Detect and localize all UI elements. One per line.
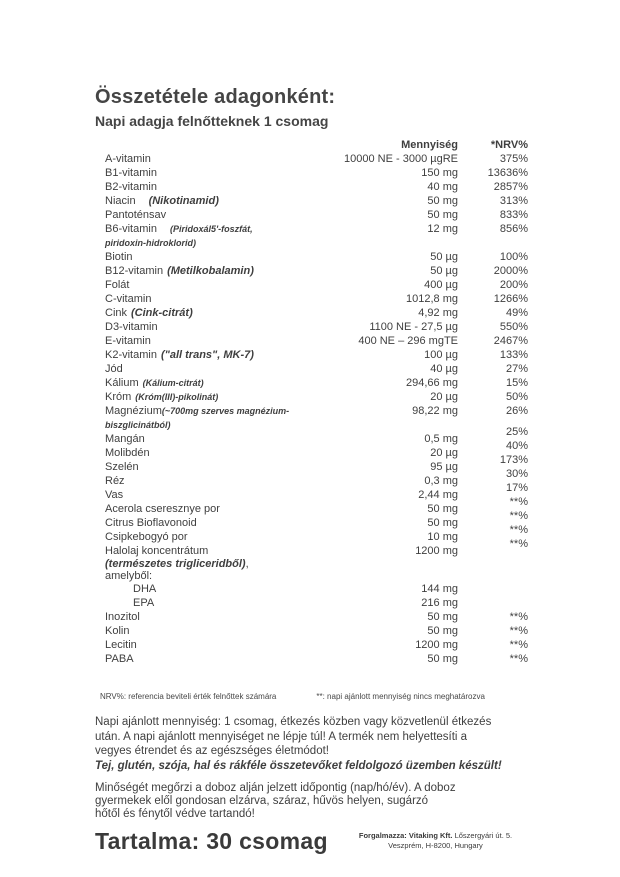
ingredient-name-line xyxy=(105,530,293,544)
ingredient-amount: 50 mg xyxy=(427,625,458,637)
ingredient-amount: 50 µg xyxy=(430,251,458,263)
ingredient-name: Pantoténsav xyxy=(105,209,167,221)
ingredient-nrv-cell xyxy=(458,166,528,180)
ingredient-nrv: 173% xyxy=(499,454,528,466)
ingredient-amount: 294,66 mg xyxy=(406,377,458,389)
ingredient-nrv: 313% xyxy=(499,195,528,207)
ingredient-nrv: 1266% xyxy=(493,293,528,305)
ingredient-name: E-vitamin xyxy=(105,335,151,347)
table-row xyxy=(95,624,528,638)
paragraph-line: hőtől és fénytől védve tartandó! xyxy=(95,808,255,820)
ingredient-note: (Kálium-citrát) xyxy=(142,378,204,388)
ingredient-name-line xyxy=(105,474,293,488)
ingredient-name-line xyxy=(105,432,293,446)
ingredient-name-line xyxy=(105,250,293,264)
footnote-asterisk: **: napi ajánlott mennyiség nincs meghatározva xyxy=(316,692,485,701)
ingredient-nrv: 550% xyxy=(499,321,528,333)
ingredient-name-cell xyxy=(95,292,293,306)
storage-paragraph xyxy=(95,782,528,821)
ingredient-note: ("all trans", MK-7) xyxy=(160,349,254,361)
ingredient-name-line xyxy=(105,166,293,180)
ingredient-name-line xyxy=(105,638,293,652)
table-row xyxy=(95,510,528,530)
ingredient-nrv-cell xyxy=(458,264,528,278)
ingredient-name: A-vitamin xyxy=(105,153,151,165)
ingredient-amount: 50 µg xyxy=(430,265,458,277)
ingredient-name-line xyxy=(105,376,293,390)
ingredient-nrv: 30% xyxy=(505,468,528,480)
ingredient-name-cell xyxy=(95,180,293,194)
ingredient-nrv-cell xyxy=(458,250,528,264)
ingredient-name-cell xyxy=(95,502,293,516)
table-row xyxy=(95,610,528,624)
ingredient-nrv: 375% xyxy=(499,153,528,165)
distributor-name: Forgalmazza: Vitaking Kft. xyxy=(358,831,453,840)
table-row xyxy=(95,250,528,264)
ingredient-name: Mangán xyxy=(105,433,145,445)
column-header-nrv: *NRV% xyxy=(490,139,528,151)
ingredient-name: C-vitamin xyxy=(105,293,152,305)
ingredient-name-cell xyxy=(95,250,293,264)
table-row xyxy=(95,180,528,194)
ingredient-amount: 50 mg xyxy=(427,209,458,221)
paragraph-line: vegyes étrendet és az egészséges életmódot! xyxy=(95,745,329,757)
ingredient-nrv: **% xyxy=(509,611,528,623)
ingredient-name: Niacin xyxy=(105,195,136,207)
table-row xyxy=(95,596,528,610)
ingredient-name-line xyxy=(133,596,293,610)
ingredient-amount: 50 mg xyxy=(427,503,458,515)
ingredient-nrv: **% xyxy=(509,625,528,637)
ingredient-name-line xyxy=(105,334,293,348)
ingredient-nrv: 25% xyxy=(505,426,528,438)
paragraph-line: Napi ajánlott mennyiség: 1 csomag, étkezés közben vagy közvetlenül étkezés xyxy=(95,716,492,728)
table-header-row xyxy=(95,138,528,152)
ingredient-name-cell xyxy=(95,474,293,488)
ingredient-note: (Króm(III)-pikolinát) xyxy=(135,392,219,402)
ingredient-name-line xyxy=(105,348,293,362)
paragraph-line: után. A napi ajánlott mennyiséget ne lépje túl! A termék nem helyettesíti a xyxy=(95,730,468,743)
footnote-nrv: NRV%: referencia beviteli érték felnőttek számára xyxy=(100,692,277,701)
ingredient-name-cell xyxy=(95,530,293,544)
ingredient-amount: 40 mg xyxy=(427,181,458,193)
ingredient-amount: 98,22 mg xyxy=(412,405,458,417)
ingredient-amount: 95 µg xyxy=(430,461,458,473)
ingredient-amount: 150 mg xyxy=(421,167,458,179)
ingredient-nrv: **% xyxy=(509,639,528,651)
ingredient-name-line xyxy=(105,516,293,530)
ingredient-nrv: 133% xyxy=(499,349,528,361)
ingredient-nrv-cell xyxy=(458,652,528,666)
ingredient-amount: 10000 NE - 3000 µgRE xyxy=(344,153,458,165)
ingredient-nrv: 40% xyxy=(505,440,528,452)
ingredient-nrv: 49% xyxy=(505,307,528,319)
ingredient-name-cell xyxy=(95,320,293,334)
ingredient-amount: 1012,8 mg xyxy=(406,293,458,305)
ingredient-amount: 4,92 mg xyxy=(418,307,458,319)
ingredient-name: B12-vitamin xyxy=(105,265,164,277)
ingredient-name-cell xyxy=(95,404,293,432)
table-row xyxy=(95,496,528,516)
ingredient-amount: 20 µg xyxy=(430,391,458,403)
ingredient-nrv: 2467% xyxy=(493,335,528,347)
table-row xyxy=(95,334,528,348)
ingredient-note: (Nikotinamid) xyxy=(148,195,219,207)
table-row xyxy=(95,222,528,250)
ingredient-nrv: **% xyxy=(509,524,528,536)
ingredient-nrv-cell xyxy=(458,404,528,418)
ingredient-amount: 12 mg xyxy=(427,223,458,235)
ingredient-name: Kolin xyxy=(105,625,130,637)
table-row xyxy=(95,306,528,320)
table-row xyxy=(95,264,528,278)
ingredient-name-line xyxy=(105,306,293,320)
ingredient-amount: 20 µg xyxy=(430,447,458,459)
ingredient-nrv-cell xyxy=(458,362,528,376)
table-row xyxy=(95,638,528,652)
ingredient-name: K2-vitamin xyxy=(105,349,157,361)
table-row xyxy=(95,208,528,222)
ingredient-name-cell xyxy=(95,194,293,208)
ingredient-nrv: 27% xyxy=(505,363,528,375)
table-row xyxy=(95,152,528,166)
label-content xyxy=(95,86,528,855)
ingredient-name-line xyxy=(105,278,293,292)
ingredient-nrv: **% xyxy=(509,496,528,508)
ingredient-nrv-cell xyxy=(458,376,528,390)
ingredient-nrv-cell xyxy=(458,306,528,320)
table-row xyxy=(95,426,528,446)
ingredient-name: Acerola cseresznye por xyxy=(105,503,220,515)
ingredient-name: Króm xyxy=(105,391,132,403)
ingredient-name-cell xyxy=(95,208,293,222)
ingredient-name-line xyxy=(105,208,293,222)
table-row xyxy=(95,404,528,432)
ingredient-name: Halolaj koncentrátum xyxy=(105,545,209,557)
ingredient-nrv-cell xyxy=(458,320,528,334)
footer xyxy=(95,828,528,855)
table-row xyxy=(95,292,528,306)
ingredient-nrv: 15% xyxy=(505,377,528,389)
ingredient-name-cell xyxy=(95,152,293,166)
ingredient-name: Inozitol xyxy=(105,611,140,623)
ingredient-name-line xyxy=(105,362,293,376)
ingredient-amount: 2,44 mg xyxy=(418,489,458,501)
ingredient-nrv: 26% xyxy=(505,405,528,417)
ingredient-name: Réz xyxy=(105,475,125,487)
ingredient-nrv-cell xyxy=(458,222,528,236)
ingredient-amount: 50 mg xyxy=(427,517,458,529)
ingredient-name-cell xyxy=(95,264,293,278)
ingredient-amount: 400 NE – 296 mgTE xyxy=(358,335,458,347)
footnotes xyxy=(95,692,528,702)
ingredient-name: PABA xyxy=(105,653,134,665)
ingredient-name-line xyxy=(105,222,293,250)
ingredient-name-cell xyxy=(95,306,293,320)
ingredient-nrv: **% xyxy=(509,653,528,665)
allergen-notice: Tej, glutén, szója, hal és rákféle összetevőket feldolgozó üzemben készült! xyxy=(95,759,502,772)
ingredient-nrv-cell xyxy=(458,180,528,194)
ingredient-note: (természetes trigliceridből) xyxy=(105,558,246,570)
ingredient-name-cell xyxy=(95,390,293,404)
ingredient-amount: 50 mg xyxy=(427,195,458,207)
ingredient-name-cell xyxy=(95,432,293,446)
ingredient-amount: 50 mg xyxy=(427,611,458,623)
ingredient-amount: 40 µg xyxy=(430,363,458,375)
ingredient-name-line xyxy=(105,610,293,624)
ingredient-nrv-cell xyxy=(458,278,528,292)
ingredient-note: (Cink-citrát) xyxy=(131,307,193,319)
ingredient-name-cell xyxy=(95,624,293,638)
ingredient-note: (~700mg szerves magnézium-biszglicinátból) xyxy=(105,406,290,430)
table-row xyxy=(95,440,528,460)
ingredient-nrv: **% xyxy=(509,510,528,522)
ingredient-name-line xyxy=(105,502,293,516)
ingredient-name: DHA xyxy=(133,583,157,595)
ingredient-name-cell xyxy=(95,488,293,502)
ingredient-name-line xyxy=(105,488,293,502)
ingredient-name: Jód xyxy=(105,363,123,375)
distributor-city: Veszprém, H-8200, Hungary xyxy=(388,840,483,850)
ingredient-amount: 1200 mg xyxy=(415,545,458,557)
ingredient-name: Csipkebogyó por xyxy=(105,531,188,543)
ingredient-nrv: **% xyxy=(509,538,528,550)
ingredient-name: EPA xyxy=(133,597,155,609)
table-row xyxy=(95,194,528,208)
ingredient-name-cell xyxy=(95,166,293,180)
ingredient-name: Szelén xyxy=(105,461,139,473)
ingredient-name-line xyxy=(105,460,293,474)
ingredient-name-line xyxy=(105,652,293,666)
ingredient-table xyxy=(95,138,528,666)
table-row xyxy=(95,482,528,502)
ingredient-amount: 10 mg xyxy=(427,531,458,543)
ingredient-name-cell xyxy=(95,222,293,250)
ingredient-name-cell xyxy=(95,652,293,666)
ingredient-amount: 50 mg xyxy=(427,653,458,665)
ingredient-amount: 144 mg xyxy=(421,583,458,595)
table-row xyxy=(95,582,528,596)
ingredient-name-cell xyxy=(95,446,293,460)
ingredient-name-cell xyxy=(95,596,293,610)
ingredient-nrv: 17% xyxy=(505,482,528,494)
ingredient-nrv: 833% xyxy=(499,209,528,221)
ingredient-name: B2-vitamin xyxy=(105,181,157,193)
ingredient-name: Kálium xyxy=(105,377,139,389)
table-row xyxy=(95,468,528,488)
ingredient-name-line xyxy=(105,180,293,194)
distributor-address: Lőszergyári út. 5. xyxy=(452,831,513,840)
ingredient-name: Magnézium xyxy=(105,405,162,417)
ingredient-nrv-cell xyxy=(458,152,528,166)
ingredient-amount: 216 mg xyxy=(421,597,458,609)
ingredient-name-line xyxy=(105,152,293,166)
ingredient-name: Lecitin xyxy=(105,639,137,651)
ingredient-name-cell xyxy=(95,376,293,390)
ingredient-name-line xyxy=(105,404,293,432)
ingredient-name-cell xyxy=(95,460,293,474)
ingredient-name-cell xyxy=(95,610,293,624)
ingredient-name-cell xyxy=(95,544,293,582)
ingredient-table-body xyxy=(95,152,528,666)
table-row xyxy=(95,454,528,474)
table-row xyxy=(95,390,528,404)
ingredient-name-line xyxy=(105,544,293,558)
package-contents: Tartalma: 30 csomag xyxy=(95,828,328,854)
ingredient-nrv-cell xyxy=(458,390,528,404)
ingredient-nrv-cell xyxy=(458,348,528,362)
ingredient-note: (Piridoxál5'-foszfát, piridoxin-hidroklorid) xyxy=(105,224,253,248)
ingredient-nrv: 856% xyxy=(499,223,528,235)
ingredient-name: D3-vitamin xyxy=(105,321,158,333)
ingredient-note: (Metilkobalamin) xyxy=(167,265,254,277)
ingredient-amount: 400 µg xyxy=(424,279,458,291)
ingredient-nrv: 200% xyxy=(499,279,528,291)
table-row xyxy=(95,362,528,376)
usage-paragraph xyxy=(95,715,525,759)
ingredient-name-cell xyxy=(95,582,293,596)
ingredient-nrv-cell xyxy=(458,194,528,208)
ingredient-name: Biotin xyxy=(105,251,133,263)
ingredient-amount: 100 µg xyxy=(424,349,458,361)
ingredient-nrv-cell xyxy=(458,334,528,348)
ingredient-name-line xyxy=(105,292,293,306)
ingredient-name-line xyxy=(133,582,293,596)
ingredient-nrv-cell xyxy=(458,624,528,638)
ingredient-name-cell xyxy=(95,516,293,530)
page-title: Összetétele adagonként: xyxy=(95,86,336,108)
ingredient-nrv-cell xyxy=(458,292,528,306)
ingredient-name-line xyxy=(105,320,293,334)
ingredient-name-line xyxy=(105,446,293,460)
ingredient-amount: 0,5 mg xyxy=(424,433,458,445)
table-row xyxy=(95,538,528,582)
table-row xyxy=(95,348,528,362)
ingredient-nrv-cell xyxy=(458,610,528,624)
ingredient-name: Molibdén xyxy=(105,447,150,459)
paragraph-line: Minőségét megőrzi a doboz alján jelzett időpontig (nap/hó/év). A doboz xyxy=(95,782,456,794)
ingredient-name-cell xyxy=(95,278,293,292)
ingredient-name: Vas xyxy=(105,489,124,501)
ingredient-nrv: 2000% xyxy=(493,265,528,277)
column-header-amount: Mennyiség xyxy=(401,139,458,151)
ingredient-amount: 0,3 mg xyxy=(424,475,458,487)
ingredient-nrv: 2857% xyxy=(493,181,528,193)
table-row xyxy=(95,320,528,334)
ingredient-name: B1-vitamin xyxy=(105,167,157,179)
ingredient-name-cell xyxy=(95,362,293,376)
ingredient-name: Citrus Bioflavonoid xyxy=(105,517,197,529)
ingredient-name-line2 xyxy=(105,558,293,582)
ingredient-amount: 1100 NE - 27,5 µg xyxy=(369,321,458,333)
ingredient-name-line xyxy=(105,194,293,208)
ingredient-name: Cink xyxy=(105,307,128,319)
table-row xyxy=(95,278,528,292)
ingredient-note-rest: , amelyből: xyxy=(105,558,249,582)
ingredient-nrv-cell xyxy=(458,208,528,222)
ingredient-nrv-cell xyxy=(458,638,528,652)
page-subtitle: Napi adagja felnőtteknek 1 csomag xyxy=(95,113,329,129)
paragraph-line: gyermekek elől gondosan elzárva, száraz, hűvös helyen, sugárzó xyxy=(95,795,429,807)
ingredient-nrv: 13636% xyxy=(487,167,528,179)
ingredient-name: Folát xyxy=(105,279,130,291)
table-row xyxy=(95,652,528,666)
distributor-info xyxy=(343,831,528,850)
ingredient-name-line xyxy=(105,264,293,278)
table-row xyxy=(95,166,528,180)
ingredient-name: B6-vitamin xyxy=(105,223,157,235)
ingredient-name-cell xyxy=(95,348,293,362)
header-spacer xyxy=(95,138,293,152)
table-row xyxy=(95,376,528,390)
ingredient-nrv: 50% xyxy=(505,391,528,403)
ingredient-name-cell xyxy=(95,638,293,652)
ingredient-name-line xyxy=(105,624,293,638)
ingredient-name-cell xyxy=(95,334,293,348)
ingredient-nrv-cell xyxy=(458,538,528,558)
table-row xyxy=(95,524,528,544)
ingredient-name-line xyxy=(105,390,293,404)
ingredient-amount: 1200 mg xyxy=(415,639,458,651)
ingredient-nrv: 100% xyxy=(499,251,528,263)
